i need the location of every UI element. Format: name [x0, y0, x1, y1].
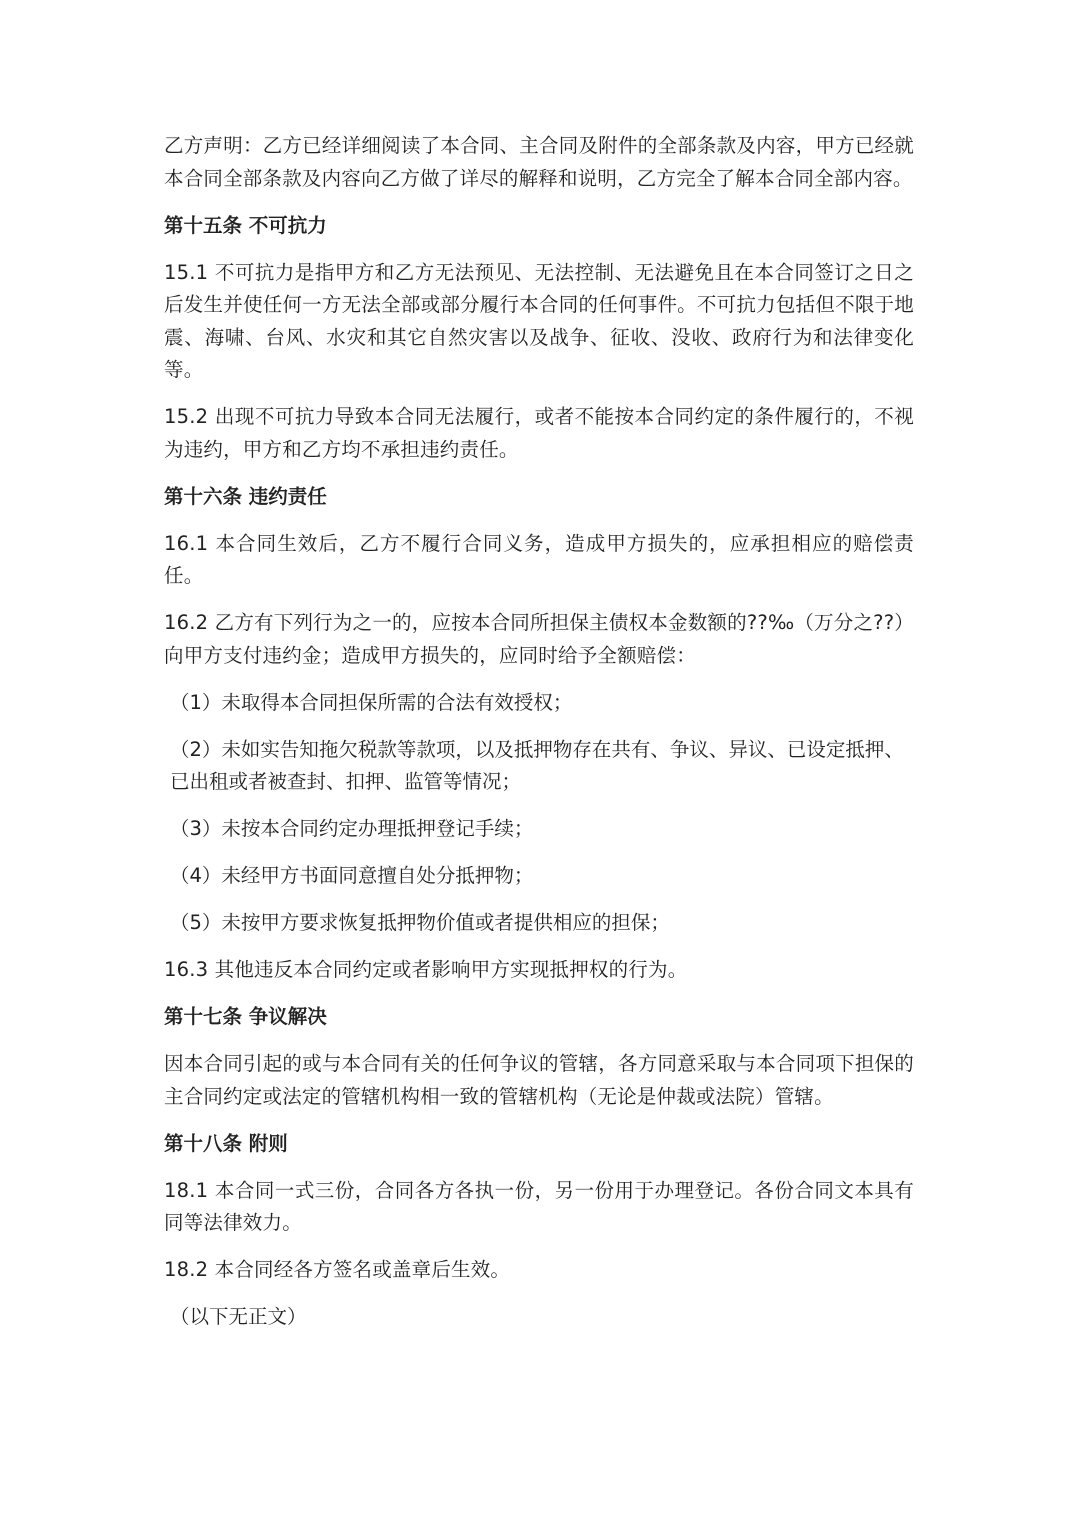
article-17-heading: 第十七条 争议解决	[164, 1005, 327, 1028]
clause-16-2-item-4: （4）未经甲方书面同意擅自处分抵押物；	[170, 864, 534, 887]
clause-15-2: 15.2 出现不可抗力导致本合同无法履行，或者不能按本合同约定的条件履行的，不视为违约，甲方和乙方均不承担违约责任。	[164, 405, 914, 461]
article-18-heading: 第十八条 附则	[164, 1131, 288, 1155]
article-15-heading: 第十五条 不可抗力	[164, 213, 327, 237]
clause-16-2: 16.2 乙方有下列行为之一的，应按本合同所担保主债权本金数额的??‰（万分之??）向甲方支付违约金；造成甲方损失的，应同时给予全额赔偿：	[164, 611, 914, 667]
contract-page	[164, 130, 914, 1348]
clause-17-body: 因本合同引起的或与本合同有关的任何争议的管辖，各方同意采取与本合同项下担保的主合同约定或法定的管辖机构相一致的管辖机构（无论是仲裁或法院）管辖。	[164, 1052, 914, 1108]
clause-18-2: 18.2 本合同经各方签名或盖章后生效。	[164, 1258, 511, 1281]
article-16-heading: 第十六条 违约责任	[164, 484, 327, 508]
clause-15-1: 15.1 不可抗力是指甲方和乙方无法预见、无法控制、无法避免且在本合同签订之日之后发生并使任何一方无法全部或部分履行本合同的任何事件。不可抗力包括但不限于地震、海啸、台风、水灾和其它自然灾害以及战争、征收、没收、政府行为和法律变化等。	[164, 260, 914, 381]
party-b-declaration: 乙方声明：乙方已经详细阅读了本合同、主合同及附件的全部条款及内容，甲方已经就本合同全部条款及内容向乙方做了详尽的解释和说明，乙方完全了解本合同全部内容。	[164, 134, 914, 190]
clause-16-1: 16.1 本合同生效后，乙方不履行合同义务，造成甲方损失的，应承担相应的赔偿责任。	[164, 531, 914, 587]
clause-16-3: 16.3 其他违反本合同约定或者影响甲方实现抵押权的行为。	[164, 958, 688, 981]
closing-note: （以下无正文）	[170, 1305, 307, 1328]
clause-16-2-item-3: （3）未按本合同约定办理抵押登记手续；	[170, 817, 534, 840]
clause-18-1: 18.1 本合同一式三份，合同各方各执一份，另一份用于办理登记。各份合同文本具有同等法律效力。	[164, 1178, 914, 1234]
clause-16-2-item-2: （2）未如实告知拖欠税款等款项，以及抵押物存在共有、争议、异议、已设定抵押、已出租或者被查封、扣押、监管等情况；	[170, 737, 904, 793]
clause-16-2-item-1: （1）未取得本合同担保所需的合法有效授权；	[170, 690, 573, 714]
clause-16-2-item-5: （5）未按甲方要求恢复抵押物价值或者提供相应的担保；	[170, 911, 670, 934]
